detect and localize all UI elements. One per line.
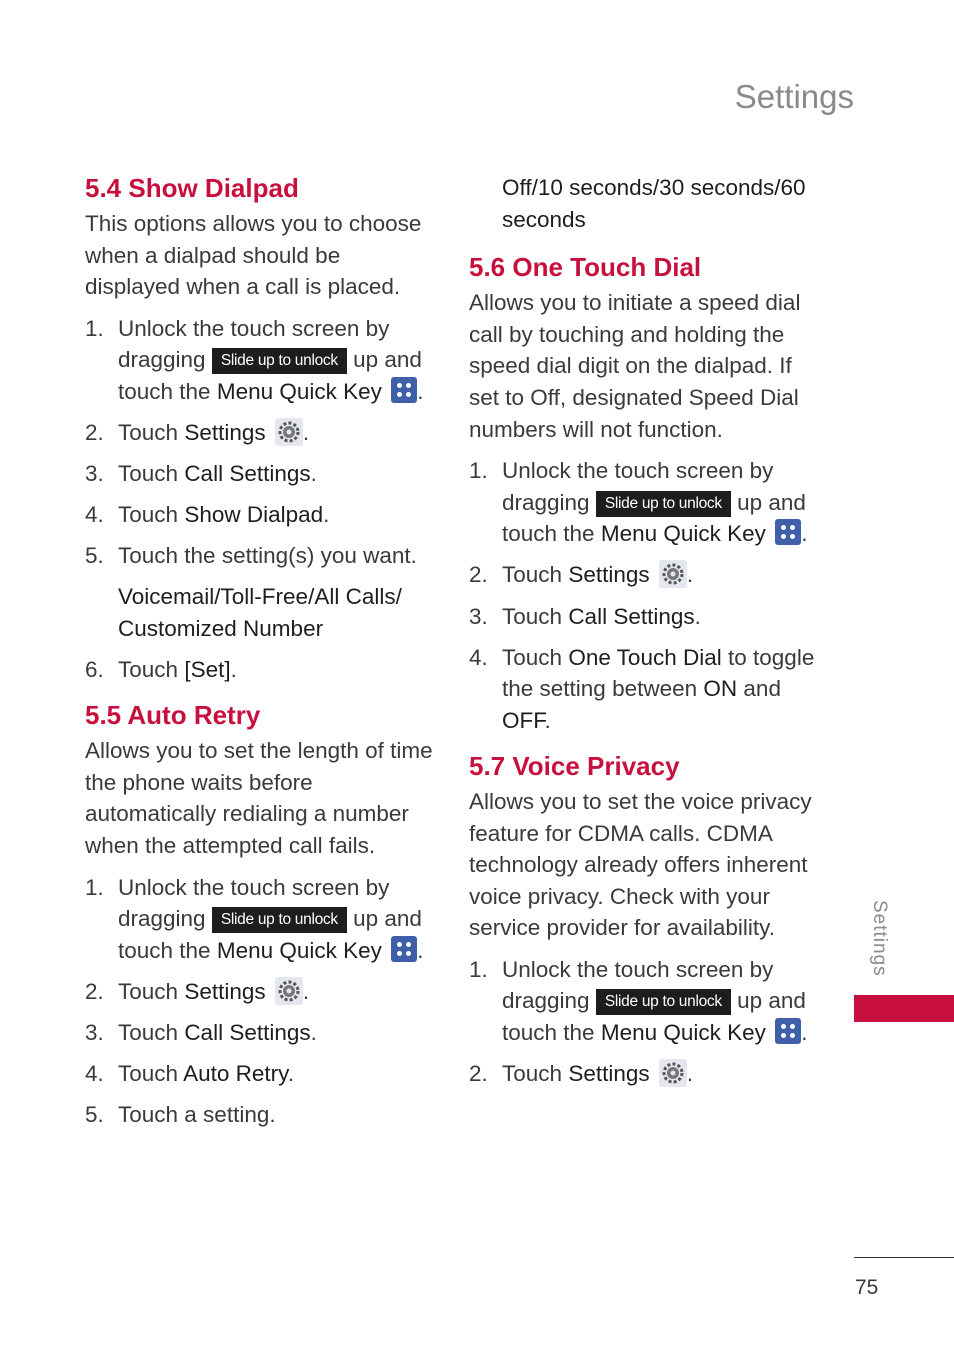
section-one-touch-dial	[469, 247, 819, 736]
section-voice-privacy	[469, 746, 819, 1090]
section-description: This options allows you to choose when a dialpad should be displayed when a call is placed.	[85, 211, 422, 300]
menu-grid-icon	[391, 377, 417, 403]
step-item: 2. Touch Settings .	[469, 1061, 694, 1087]
section-heading: 5.6 One Touch Dial	[469, 252, 702, 283]
step-item: 5. Touch a setting.	[85, 1102, 276, 1128]
step-item: 4. Touch Auto Retry.	[85, 1061, 294, 1087]
section-description: Allows you to initiate a speed dial call by touching and holding the speed dial digit on the dialpad. If set to Off, designated Speed Dial numbers will not function.	[469, 290, 801, 442]
slide-to-unlock-graphic: Slide up to unlock	[596, 491, 731, 517]
step-text: Touch the setting(s) you want.	[118, 543, 417, 569]
step-item: 4. Touch Show Dialpad.	[85, 502, 330, 528]
menu-grid-icon	[775, 1018, 801, 1044]
step-item: 1. Unlock the touch screen by dragging Slide up to unlock up and touch the Menu Quick Key .	[469, 956, 808, 1046]
step-text: and	[743, 676, 781, 702]
section-description: Allows you to set the length of time the phone waits before automatically redialing a number when the attempted call fails.	[85, 738, 433, 858]
call-settings-label: Call Settings	[184, 461, 311, 487]
page-number: 75	[855, 1276, 879, 1299]
section-auto-retry	[85, 695, 435, 1131]
right-column	[469, 168, 819, 1099]
step-text: up and touch the	[118, 906, 422, 963]
auto-retry-options-text: Off/10 seconds/30 seconds/60 seconds	[502, 175, 806, 232]
options-text: Voicemail/Toll-Free/All Calls/ Customized Number	[118, 584, 402, 642]
step-item: 4. Touch One Touch Dial to toggle the setting between ON and OFF.	[469, 644, 815, 733]
step-text: Unlock the touch screen by dragging	[502, 956, 774, 1014]
call-settings-label: Call Settings	[568, 603, 695, 629]
step-text: Touch	[118, 657, 179, 683]
step-text: to toggle the setting between	[502, 644, 815, 702]
steps-list	[85, 654, 435, 686]
show-dialpad-label: Show Dialpad	[184, 502, 324, 528]
step-text: Touch	[118, 420, 179, 446]
menu-quick-key-label: Menu Quick Key	[600, 1020, 766, 1046]
slide-to-unlock-graphic: Slide up to unlock	[596, 989, 731, 1015]
section-show-dialpad	[85, 168, 435, 686]
auto-retry-label: Auto Retry	[183, 1061, 288, 1087]
menu-quick-key-label: Menu Quick Key	[216, 937, 382, 963]
section-heading: 5.7 Voice Privacy	[469, 750, 680, 781]
gear-icon	[659, 1059, 687, 1087]
step-text: Touch	[118, 502, 179, 528]
section-heading: 5.4 Show Dialpad	[85, 173, 299, 203]
step-text: Touch	[502, 1061, 563, 1087]
one-touch-dial-label: One Touch Dial	[568, 644, 722, 670]
side-tab-marker	[854, 995, 954, 1022]
menu-grid-icon	[391, 936, 417, 962]
slide-to-unlock-graphic: Slide up to unlock	[212, 348, 347, 374]
call-settings-label: Call Settings	[184, 1019, 311, 1045]
menu-grid-icon	[775, 519, 801, 545]
step-item: 1. Unlock the touch screen by dragging Slide up to unlock up and touch the Menu Quick Key .	[85, 315, 424, 404]
step-item: 5. Touch the setting(s) you want.	[85, 543, 417, 569]
slide-to-unlock-graphic: Slide up to unlock	[212, 907, 347, 933]
step-item: 2. Touch Settings .	[469, 562, 694, 588]
step-item: 2. Touch Settings .	[85, 420, 310, 446]
set-label: [Set]	[184, 657, 231, 683]
steps-list	[85, 872, 435, 1131]
gear-icon	[275, 418, 303, 446]
page-header-title: Settings	[734, 78, 854, 115]
steps-list	[85, 313, 435, 572]
off-label: OFF	[502, 707, 545, 733]
menu-quick-key-label: Menu Quick Key	[216, 378, 382, 404]
settings-label: Settings	[568, 1061, 650, 1087]
step-text: Touch	[118, 461, 179, 487]
step-item: 2. Touch Settings .	[85, 978, 310, 1004]
settings-label: Settings	[184, 978, 266, 1004]
step-item: 1. Unlock the touch screen by dragging Slide up to unlock up and touch the Menu Quick Key .	[85, 874, 424, 963]
section-description: Allows you to set the voice privacy feature for CDMA calls. CDMA technology already offers inherent voice privacy. Check with your service provider for availability.	[469, 788, 812, 941]
step-text: Touch	[118, 978, 179, 1004]
settings-label: Settings	[184, 420, 266, 446]
section-heading: 5.5 Auto Retry	[85, 700, 261, 731]
step-text: Touch	[502, 562, 563, 588]
step-text: up and touch the	[118, 347, 422, 404]
side-tab-label: Settings	[869, 900, 890, 977]
settings-label: Settings	[568, 562, 650, 588]
step-text: Unlock the touch screen by dragging	[502, 458, 774, 515]
step-text: Touch	[118, 1061, 179, 1087]
step-text: Touch	[502, 644, 563, 670]
steps-list	[469, 954, 819, 1090]
step-item: 3. Touch Call Settings.	[85, 461, 317, 487]
menu-quick-key-label: Menu Quick Key	[600, 521, 766, 547]
steps-list	[469, 455, 819, 736]
step-item: 3. Touch Call Settings.	[85, 1019, 317, 1045]
step-item: 6. Touch [Set].	[85, 657, 237, 683]
step-item: 3. Touch Call Settings.	[469, 603, 701, 629]
step-text: Touch	[118, 1019, 179, 1045]
footer-divider	[854, 1257, 954, 1258]
left-column	[85, 168, 435, 1140]
step-text: up and touch the	[502, 988, 806, 1046]
step-text: Touch a setting.	[118, 1102, 276, 1128]
step-text: Unlock the touch screen by dragging	[118, 874, 390, 932]
step-item: 1. Unlock the touch screen by dragging Slide up to unlock up and touch the Menu Quick Key .	[469, 458, 808, 547]
on-label: ON	[703, 676, 738, 702]
step-text: Unlock the touch screen by dragging	[118, 315, 390, 373]
gear-icon	[659, 560, 687, 588]
step-text: Touch	[502, 603, 563, 629]
gear-icon	[275, 977, 303, 1005]
step-text: up and touch the	[502, 489, 806, 547]
